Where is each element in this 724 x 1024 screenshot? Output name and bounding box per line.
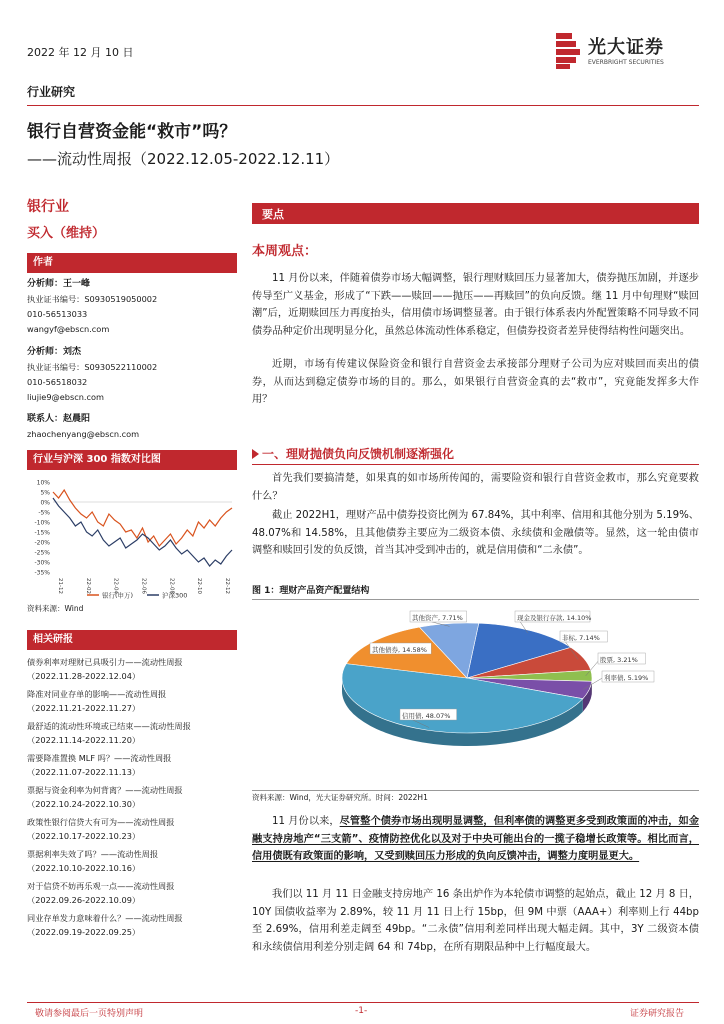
analyst-license: 执业证书编号：S0930519050002 [27, 294, 158, 304]
y-tick-label: 5% [40, 489, 50, 497]
related-report-title: 债券利率对理财已具吸引力——流动性周报 [27, 657, 183, 667]
analyst-name: 分析师：王一峰 [27, 279, 91, 289]
related-report-item[interactable] [27, 656, 237, 683]
analyst-1 [27, 277, 237, 337]
related-title: 相关研报 [27, 630, 237, 650]
legend-label: 沪深300 [162, 591, 188, 600]
related-report-date: （2022.10.10-2022.10.16） [27, 862, 141, 873]
related-report-date: （2022.11.07-2022.11.13） [27, 766, 141, 777]
x-tick-label: 22-04 [112, 578, 119, 594]
section-1-arrow-icon [252, 449, 259, 459]
series-line-hs300 [53, 498, 232, 566]
paragraph-6: 我们以 11 月 11 日金融支持房地产 16 条出炉作为本轮债市调整的起始点，截止 12 月 8 日，10Y 国债收益率为 2.89%，较 11 月 11 日上行 15bp，但 9M 中票（AAA+）利率则上行 44bp 至 2.69%，信用利差走阔至 49bp。“二永债”信用利差同样出现大幅走阔。其中，3Y 二级资本债和永续债信用利差分别走阔 64 和 74bp，在所有期限品种中上行幅度最大。 [252, 889, 699, 953]
index-chart-source: 资料来源：Wind [27, 604, 84, 613]
logo-cn: 光大证券 [588, 37, 664, 58]
related-report-title: 票据与资金利率为何背离？——流动性周报 [27, 785, 183, 795]
logo-mark-icon [556, 33, 582, 69]
analyst-phone: 010-56518032 [27, 377, 88, 387]
related-report-date: （2022.09.26-2022.10.09） [27, 894, 141, 905]
y-tick-label: -15% [34, 529, 50, 537]
paragraph-5 [252, 813, 699, 866]
section-1-title: 一、理财抛债负向反馈机制逐渐强化 [262, 447, 455, 461]
related-report-date: （2022.11.21-2022.11.27） [27, 702, 141, 713]
y-tick-label: -25% [34, 549, 50, 557]
related-report-item[interactable] [27, 880, 237, 907]
section-1-header [252, 443, 699, 465]
related-report-item[interactable] [27, 752, 237, 779]
analyst-phone: 010-56513033 [27, 309, 88, 319]
figure-rule-bottom [252, 790, 699, 791]
pie-label: 其他资产, 7.71% [412, 614, 463, 622]
related-report-item[interactable] [27, 784, 237, 811]
related-report-date: （2022.11.14-2022.11.20） [27, 734, 141, 745]
paragraph-5-emphasis: 尽管整个债券市场出现明显调整，但利率债的调整更多受到政策面的冲击，如金融支持房地产“三支箭”、疫情防控优化以及对于中央可能出台的一揽子稳增长政策等。相比而言，信用债既有政策面的影响，又受到赎回压力形成的负向反馈冲击，调整力度明显更大。 [252, 816, 700, 863]
related-report-title: 票据利率失效了吗？——流动性周报 [27, 849, 159, 859]
related-report-date: （2022.09.19-2022.09.25） [27, 926, 141, 937]
pie-label: 其他债券, 14.58% [372, 646, 427, 654]
y-tick-label: -5% [38, 509, 50, 517]
y-tick-label: 10% [36, 479, 50, 487]
related-report-item[interactable] [27, 816, 237, 843]
pie-label: 利率债, 5.19% [604, 674, 649, 682]
paragraph-1: 11 月份以来，伴随着债券市场大幅调整，银行理财赎回压力显著加大，债券抛压加剧，并逐步传导至广义基金，形成了“下跌——赎回——抛压——再赎回”的负向反馈。继 11 月中旬理财“赎回潮”后，近期赎回压力再度抬头，信用债市场调整显著。由于银行体系表内外配置策略不同导致不同债券品种定价出现明显分化，虽然总体流动性体系稳定，但债券投资者差异使得结构性问题突出。 [252, 273, 699, 337]
analyst-license: 执业证书编号：S0930522110002 [27, 362, 158, 372]
related-report-date: （2022.10.17-2022.10.23） [27, 830, 141, 841]
related-report-item[interactable] [27, 688, 237, 715]
related-report-title: 降准对同业存单的影响——流动性周报 [27, 689, 167, 699]
contact-name: 联系人：赵晨阳 [27, 414, 91, 424]
page-subtitle: ——流动性周报（2022.12.05-2022.12.11） [27, 150, 340, 168]
x-tick-label: 22-12 [224, 578, 230, 594]
footer-label: 证券研究报告 [630, 1009, 685, 1019]
footer-rule [27, 1002, 699, 1003]
key-points-label: 要点 [262, 208, 284, 221]
legend-label: 银行(申万) [102, 591, 134, 600]
index-comparison-chart [27, 476, 237, 601]
analyst-name: 分析师：刘杰 [27, 347, 82, 357]
report-type: 行业研究 [27, 85, 76, 99]
pie-label: 信用债, 48.07% [402, 712, 451, 720]
index-chart-title: 行业与沪深 300 指数对比图 [27, 450, 237, 470]
related-report-date: （2022.11.28-2022.12.04） [27, 670, 141, 681]
series-line-bank [53, 490, 232, 546]
analyst-email[interactable]: wangyf@ebscn.com [27, 324, 110, 334]
related-report-title: 同业存单发力意味着什么？——流动性周报 [27, 913, 183, 923]
x-tick-label: 22-06 [140, 578, 147, 594]
page-number: -1- [355, 1006, 368, 1016]
y-tick-label: -30% [34, 559, 50, 567]
industry-name: 银行业 [27, 199, 69, 215]
x-tick-label: 22-02 [84, 578, 91, 594]
y-tick-label: -20% [34, 539, 50, 547]
page-title: 银行自营资金能“救市”吗？ [27, 122, 237, 142]
asset-allocation-pie-chart [252, 600, 699, 790]
y-tick-label: -35% [34, 569, 50, 577]
figure-1-source: 资料来源：Wind，光大证券研究所。时间：2022H1 [252, 793, 428, 802]
report-date: 2022 年 12 月 10 日 [27, 46, 134, 59]
analyst-email[interactable]: liujie9@ebscn.com [27, 392, 105, 402]
paragraph-3: 首先我们要搞清楚，如果真的如市场所传闻的，需要险资和银行自营资金救市，那么究竟要救什么？ [252, 473, 699, 502]
related-report-title: 对于信贷不妨再乐观一点——流动性周报 [27, 881, 175, 891]
related-report-title: 最舒适的流动性环境或已结束——流动性周报 [27, 721, 191, 731]
analyst-2 [27, 345, 237, 405]
contact-email[interactable]: zhaochenyang@ebscn.com [27, 429, 140, 439]
view-title: 本周观点： [252, 244, 318, 259]
footer-disclaimer: 敬请参阅最后一页特别声明 [35, 1009, 144, 1019]
sidebar [27, 196, 237, 470]
authors-title: 作者 [27, 253, 237, 273]
header-rule [27, 105, 699, 106]
contact [27, 412, 237, 442]
paragraph-2: 近期，市场有传建议保险资金和银行自营资金去承接部分理财子公司为应对赎回而卖出的债券，从而达到稳定债券市场的目的。那么，如果银行自营资金真的去“救市”，究竟能发挥多大作用？ [252, 359, 699, 406]
section-rule [252, 464, 699, 465]
rating: 买入（维持） [27, 226, 106, 241]
company-logo [556, 33, 706, 73]
related-reports [27, 630, 237, 944]
pie-label: 现金及银行存款, 14.10% [517, 614, 592, 622]
pie-label: 股票, 3.21% [600, 656, 638, 664]
related-report-item[interactable] [27, 848, 237, 875]
related-report-title: 政策性银行信贷大有可为——流动性周报 [27, 817, 175, 827]
key-points-bar [252, 203, 699, 224]
x-tick-label: 22-08 [168, 578, 175, 594]
logo-en: EVERBRIGHT SECURITIES [588, 59, 664, 66]
pie-label: 非标, 7.14% [562, 634, 600, 642]
x-tick-label: 22-10 [196, 578, 203, 594]
related-report-item[interactable] [27, 912, 237, 939]
related-report-date: （2022.10.24-2022.10.30） [27, 798, 141, 809]
figure-1-title: 图 1：理财产品资产配置结构 [252, 586, 370, 596]
y-tick-label: -10% [34, 519, 50, 527]
related-report-title: 需要降准置换 MLF 吗？——流动性周报 [27, 753, 172, 763]
paragraph-4: 截止 2022H1，理财产品中债券投资比例为 67.84%，其中利率、信用和其他分别为 5.19%、48.07%和 14.58%，且其他债券主要应为二级资本债、永续债和金融债等。显然，这一轮由债市调整和赎回引发的负反馈，首当其冲受到冲击的，就是信用债和“二永债”。 [252, 510, 699, 557]
paragraph-5-lead: 11 月份以来， [272, 816, 340, 827]
related-report-item[interactable] [27, 720, 237, 747]
y-tick-label: 0% [40, 499, 50, 507]
x-tick-label: 21-12 [57, 578, 63, 594]
